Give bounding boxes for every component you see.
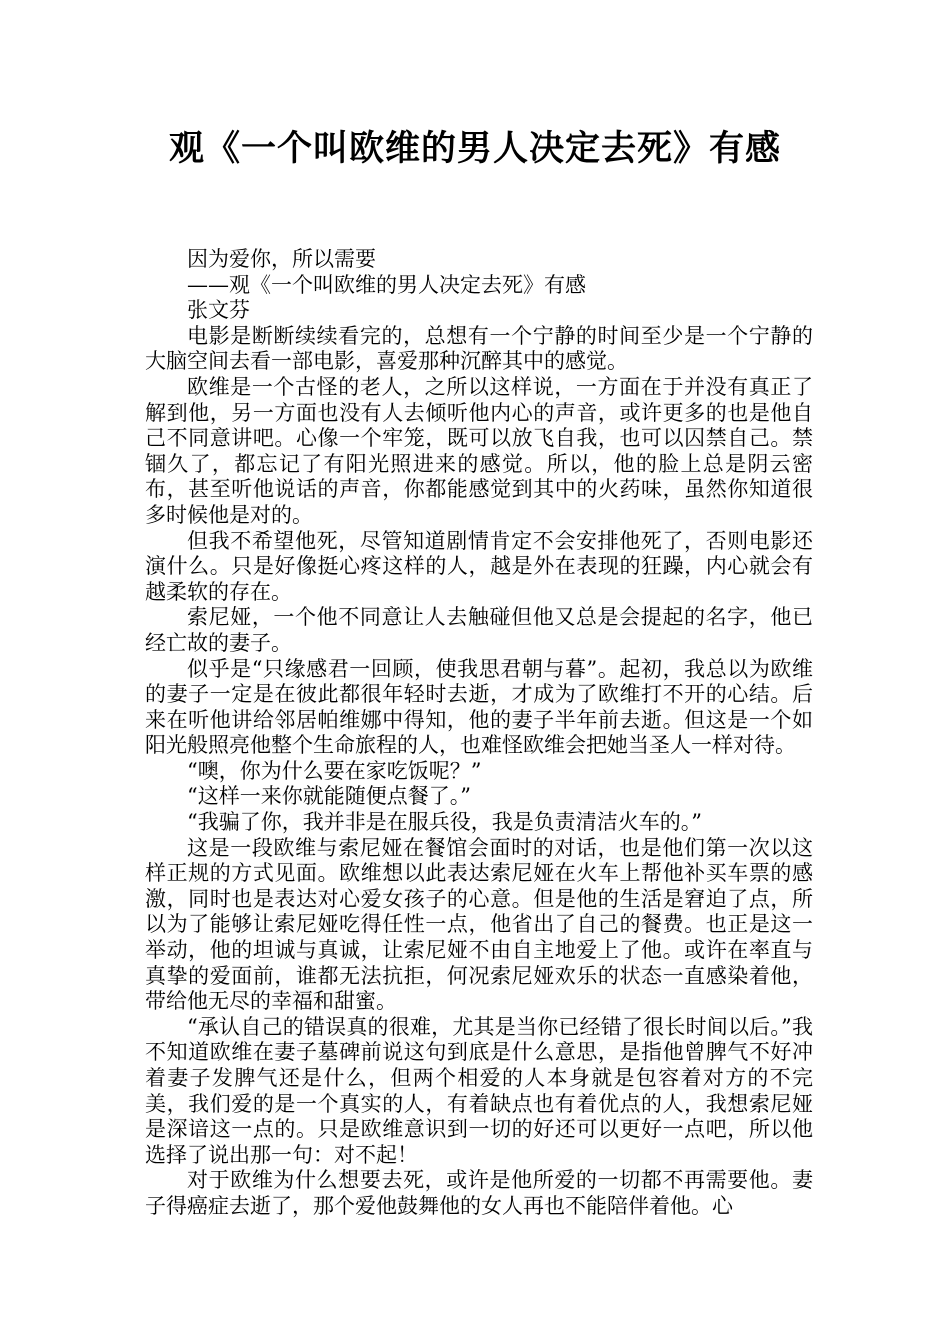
document-body bbox=[145, 247, 813, 1220]
paragraph: 这是一段欧维与索尼娅在餐馆会面时的对话，也是他们第一次以这样正规的方式见面。欧维想以此表达索尼娅在火车上帮他补买车票的感激，同时也是表达对心爱女孩子的心意。但是他的生活是窘迫了点，所以为了能够让索尼娅吃得任性一点，他省出了自己的餐费。也正是这一举动，他的坦诚与真诚，让索尼娅不由自主地爱上了他。或许在率直与真挚的爱面前，谁都无法抗拒，何况索尼娅欢乐的状态一直感染着他，带给他无尽的幸福和甜蜜。 bbox=[145, 835, 813, 1014]
paragraph: 对于欧维为什么想要去死，或许是他所爱的一切都不再需要他。妻子得癌症去逝了，那个爱他鼓舞他的女人再也不能陪伴着他。心 bbox=[145, 1168, 813, 1218]
paragraph: 但我不希望他死，尽管知道剧情肯定不会安排他死了，否则电影还演什么。只是好像挺心疼这样的人，越是外在表现的狂躁，内心就会有越柔软的存在。 bbox=[145, 528, 813, 604]
paragraph: 索尼娅，一个他不同意让人去触碰但他又总是会提起的名字，他已经亡故的妻子。 bbox=[145, 605, 813, 655]
subtitle-line-2: ——观《一个叫欧维的男人决定去死》有感 bbox=[187, 272, 586, 297]
document-title: 观《一个叫欧维的男人决定去死》有感 bbox=[168, 129, 781, 169]
dialogue-line: “噢，你为什么要在家吃饭呢？” bbox=[187, 758, 482, 783]
paragraph: 欧维是一个古怪的老人，之所以这样说，一方面在于并没有真正了解到他，另一方面也没有人去倾听他内心的声音，或许更多的也是他自己不同意讲吧。心像一个牢笼，既可以放飞自我，也可以囚禁自己。禁锢久了，都忘记了有阳光照进来的感觉。所以，他的脸上总是阴云密布，甚至听他说话的声音，你都能感觉到其中的火药味，虽然你知道很多时候他是对的。 bbox=[145, 374, 813, 527]
author-name: 张文芬 bbox=[187, 298, 250, 323]
paragraph: 电影是断断续续看完的，总想有一个宁静的时间至少是一个宁静的大脑空间去看一部电影，喜爱那种沉醉其中的感觉。 bbox=[145, 323, 813, 374]
subtitle-line: 因为爱你，所以需要 bbox=[187, 247, 376, 271]
dialogue-line: “我骗了你，我并非是在服兵役，我是负责清洁火车的。” bbox=[187, 810, 702, 835]
paragraph: “承认自己的错误真的很难，尤其是当你已经错了很长时间以后。”我不知道欧维在妻子墓碑前说这句到底是什么意思，是指他曾脾气不好冲着妻子发脾气还是什么，但两个相爱的人本身就是包容着对方的不完美，我们爱的是一个真实的人，有着缺点也有着优点的人，我想索尼娅是深谙这一点的。只是欧维意识到一切的好还可以更好一点吧，所以他选择了说出那一句：对不起！ bbox=[145, 1014, 813, 1167]
paragraph: 似乎是“只缘感君一回顾，使我思君朝与暮”。起初，我总以为欧维的妻子一定是在彼此都很年轻时去逝，才成为了欧维打不开的心结。后来在听他讲给邻居帕维娜中得知，他的妻子半年前去逝。但这是一个如阳光般照亮他整个生命旅程的人，也难怪欧维会把她当圣人一样对待。 bbox=[145, 656, 813, 758]
dialogue-line: “这样一来你就能随便点餐了。” bbox=[187, 784, 471, 809]
